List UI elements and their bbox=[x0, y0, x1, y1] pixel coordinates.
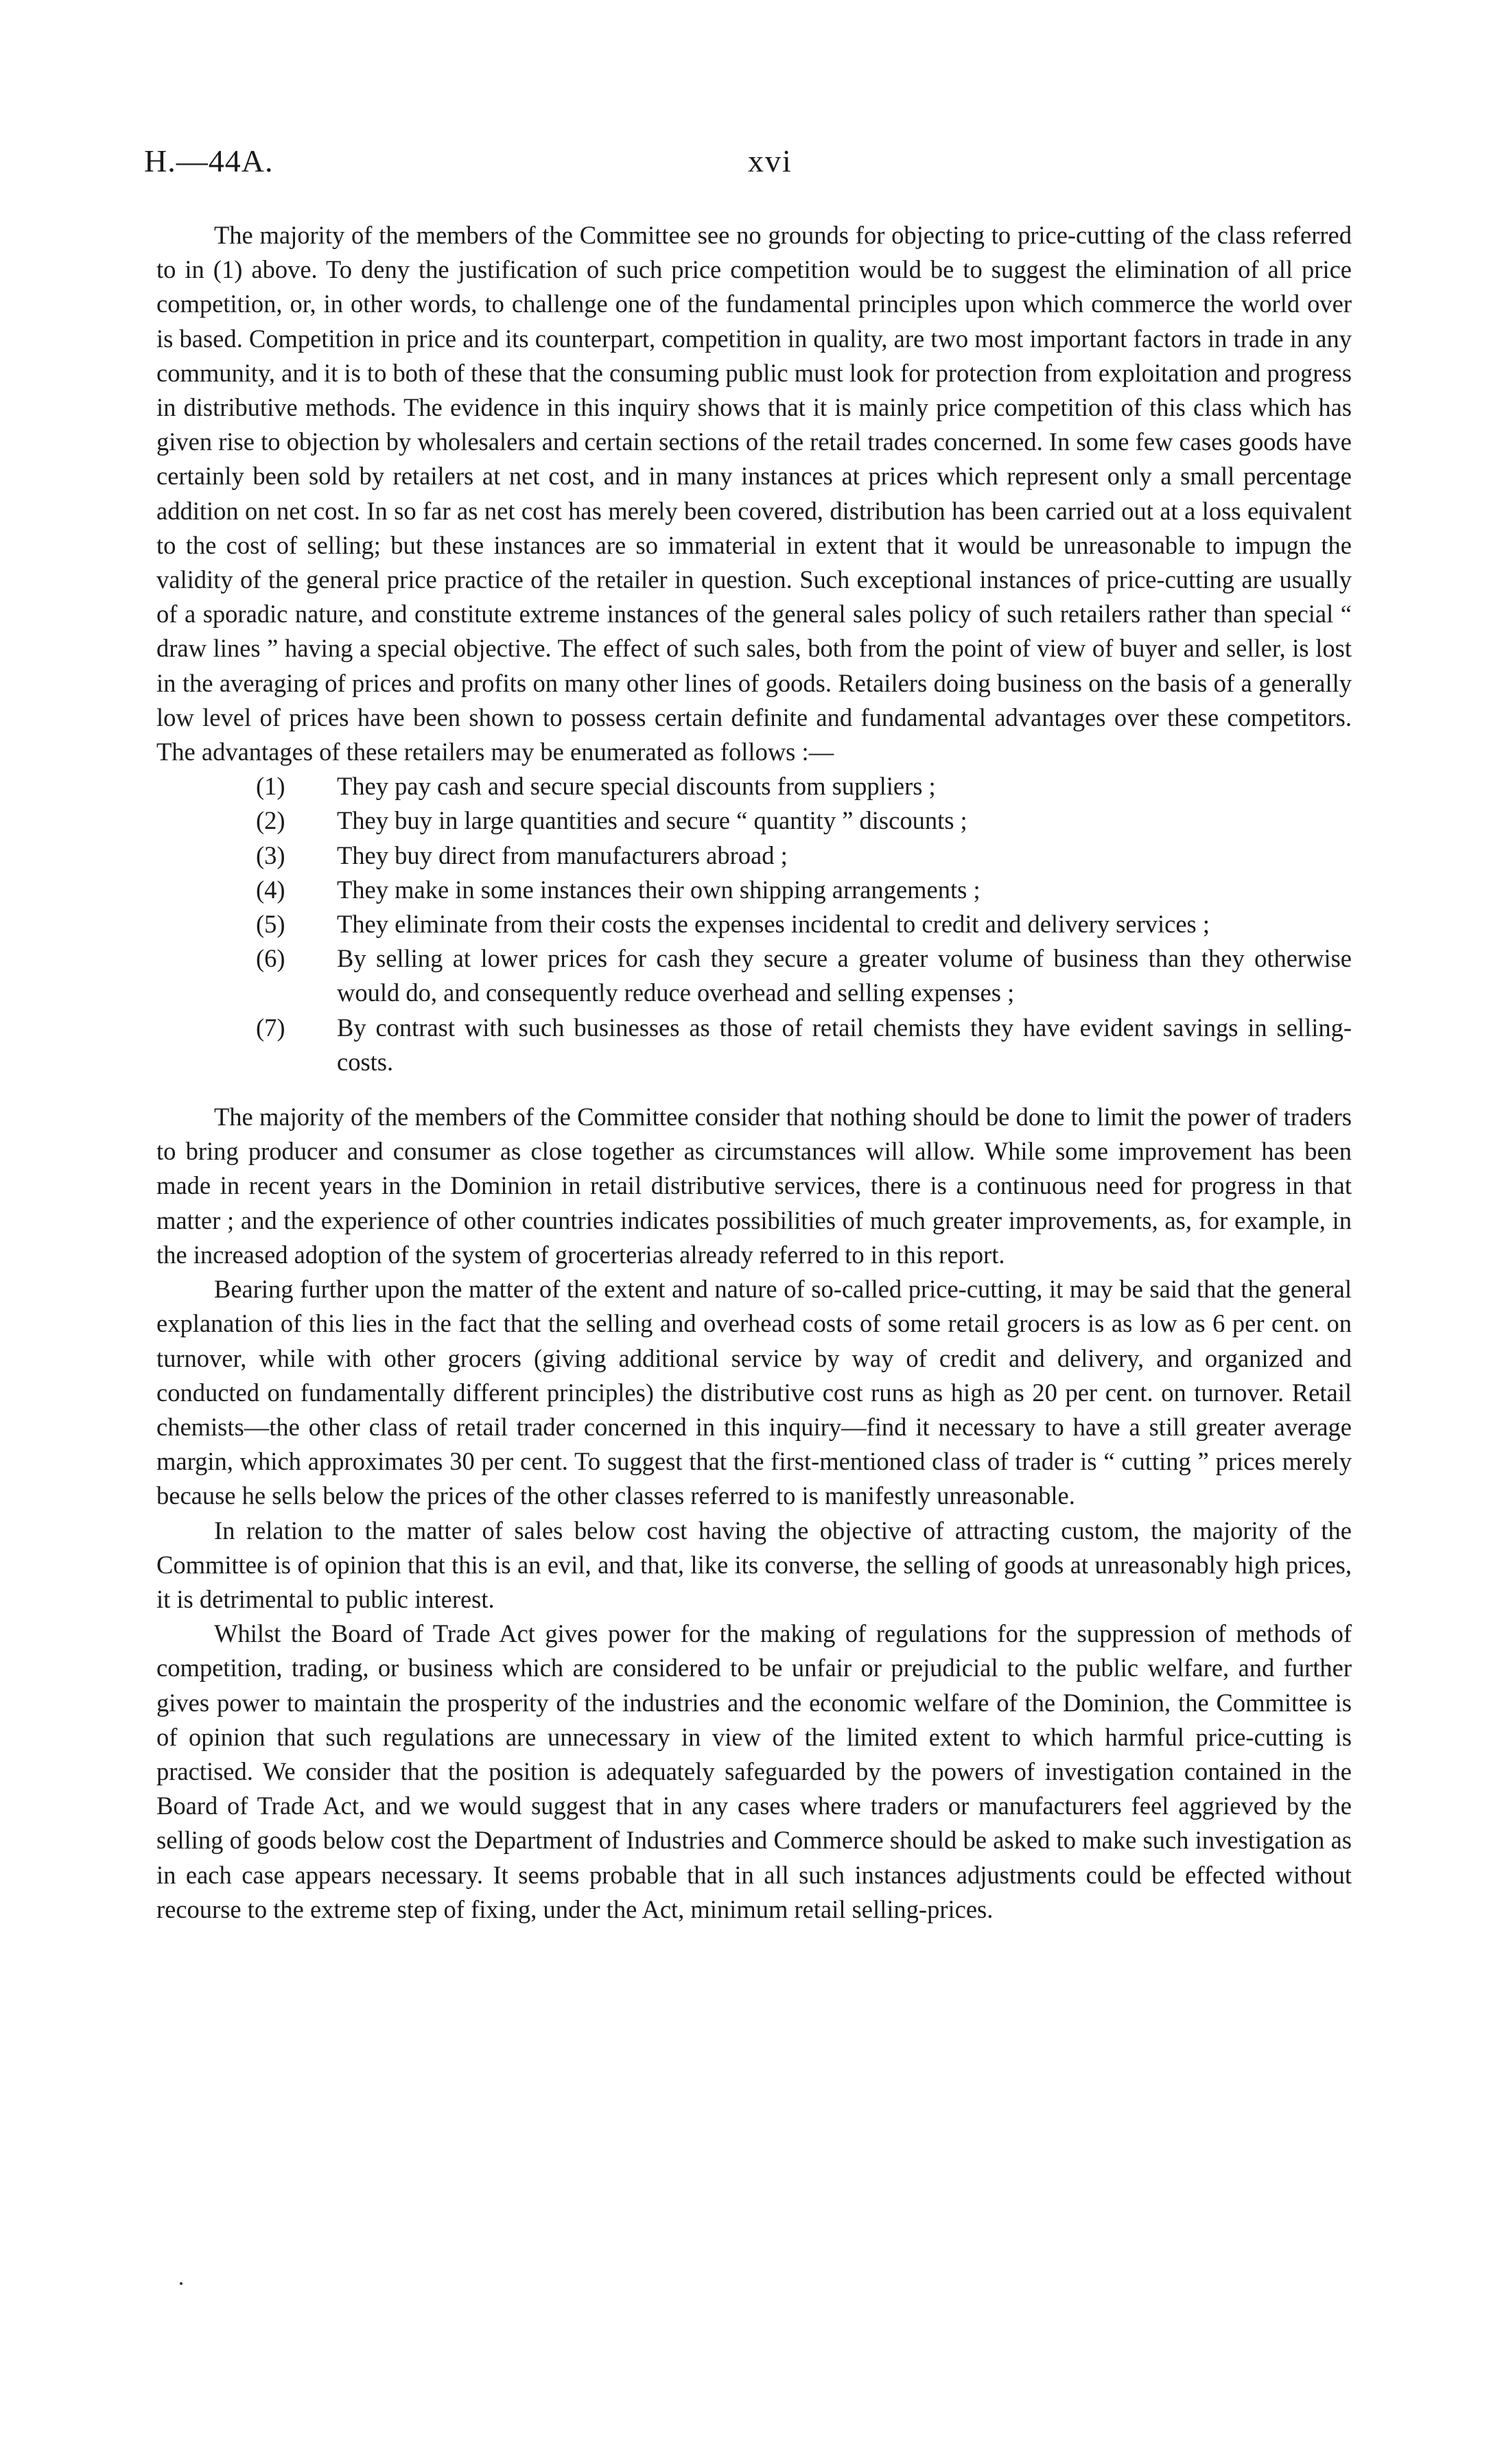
list-item bbox=[256, 873, 1352, 907]
list-item-number: (2) bbox=[256, 806, 285, 835]
paragraph-sales-below-cost: In relation to the matter of sales below cost having the objective of attracting custom, the majority of the Committee is of opinion that this is an evil, and that, like its converse, the selling of goods at unreasonably high prices, it is detrimental to public interest. bbox=[156, 1516, 1352, 1613]
advantages-list bbox=[156, 769, 1352, 1079]
list-item-text: They buy direct from manufacturers abroad ; bbox=[337, 841, 788, 869]
list-item-number: (5) bbox=[256, 910, 285, 939]
stray-ink-mark bbox=[180, 2282, 183, 2285]
list-item bbox=[256, 1011, 1352, 1079]
list-item-text: By selling at lower prices for cash they secure a greater volume of business than they otherwise would do, and consequently reduce overhead and selling expenses ; bbox=[337, 944, 1352, 1007]
paragraph-board-of-trade-act: Whilst the Board of Trade Act gives power for the making of regulations for the suppression of methods of competition, trading, or business which are considered to be unfair or prejudicial to the public welfare, and further gives power to maintain the prosperity of the industries and the economic welfare of the Dominion, the Committee is of opinion that such regulations are unnecessary in view of the limited extent to which harmful price-cutting is practised. We consider that the position is adequately safeguarded by the powers of investigation contained in the Board of Trade Act, and we would suggest that in any cases where traders or manufacturers feel aggrieved by the selling of goods below cost the Department of Industries and Commerce should be asked to make such investigation as in each case appears necessary. It seems probable that in all such instances adjustments could be effected without recourse to the extreme step of fixing, under the Act, minimum retail selling-prices. bbox=[156, 1619, 1352, 1923]
list-item-text: They make in some instances their own shipping arrangements ; bbox=[337, 875, 981, 904]
list-item bbox=[256, 803, 1352, 838]
list-item-text: They eliminate from their costs the expenses incidental to credit and delivery services ; bbox=[337, 910, 1210, 939]
list-item bbox=[256, 941, 1352, 1010]
page-header bbox=[144, 143, 1352, 191]
list-item-text: They pay cash and secure special discounts from suppliers ; bbox=[337, 772, 936, 801]
paragraph-limit-traders: The majority of the members of the Committee consider that nothing should be done to limit the power of traders to bring producer and consumer as close together as circumstances will allow. While some improvement has been made in recent years in the Dominion in retail distributive services, there is a continuous need for progress in that matter ; and the experience of other countries indicates possibilities of much greater improvements, as, for example, in the increased adoption of the system of grocerterias already referred to in this report. bbox=[156, 1103, 1352, 1269]
list-item bbox=[256, 769, 1352, 803]
list-item-text: They buy in large quantities and secure “ quantity ” discounts ; bbox=[337, 806, 967, 835]
document-reference: H.—44A. bbox=[144, 143, 274, 178]
list-item bbox=[256, 838, 1352, 873]
list-item-number: (6) bbox=[256, 944, 285, 973]
body-text bbox=[156, 218, 1352, 1927]
list-item-number: (1) bbox=[256, 772, 285, 801]
list-item-number: (3) bbox=[256, 841, 285, 869]
page-number: xvi bbox=[748, 143, 793, 178]
paragraph-price-cutting-explanation: Bearing further upon the matter of the extent and nature of so-called price-cutting, it may be said that the general explanation of this lies in the fact that the selling and overhead costs of some retail grocers is as low as 6 per cent. on turnover, while with other grocers (giving additional service by way of credit and delivery, and organized and conducted on fundamentally different principles) the distributive cost runs as high as 20 per cent. on turnover. Retail chemists—the other class of retail trader concerned in this inquiry—find it necessary to have a still greater average margin, which approximates 30 per cent. To suggest that the first-mentioned class of trader is “ cutting ” prices merely because he sells below the prices of the other classes referred to is manifestly unreasonable. bbox=[156, 1275, 1352, 1510]
list-item-number: (7) bbox=[256, 1013, 285, 1042]
paragraph-majority-price-cutting: The majority of the members of the Committee see no grounds for objecting to price-cutting of the class referred to in (1) above. To deny the justification of such price competition would be to suggest the elimination of all price competition, or, in other words, to challenge one of the fundamental principles upon which commerce the world over is based. Competition in price and its counterpart, competition in quality, are two most important factors in trade in any community, and it is to both of these that the consuming public must look for protection from exploitation and progress in distributive methods. The evidence in this inquiry shows that it is mainly price competition of this class which has given rise to objection by wholesalers and certain sections of the retail trades concerned. In some few cases goods have certainly been sold by retailers at net cost, and in many instances at prices which represent only a small percentage addition on net cost. In so far as net cost has merely been covered, distribution has been carried out at a loss equivalent to the cost of selling; but these instances are so immaterial in extent that it would be unreasonable to impugn the validity of the general price practice of the retailer in question. Such exceptional instances of price-cutting are usually of a sporadic nature, and constitute extreme instances of the general sales policy of such retailers rather than special “ draw lines ” having a special objective. The effect of such sales, both from the point of view of buyer and seller, is lost in the averaging of prices and profits on many other lines of goods. Retailers doing business on the basis of a generally low level of prices have been shown to possess certain definite and fundamental advantages over these competitors. The advantages of these retailers may be enumerated as follows :— bbox=[156, 221, 1352, 766]
list-item-text: By contrast with such businesses as those of retail chemists they have evident savings in selling-costs. bbox=[337, 1013, 1352, 1076]
list-item bbox=[256, 907, 1352, 941]
list-item-number: (4) bbox=[256, 875, 285, 904]
